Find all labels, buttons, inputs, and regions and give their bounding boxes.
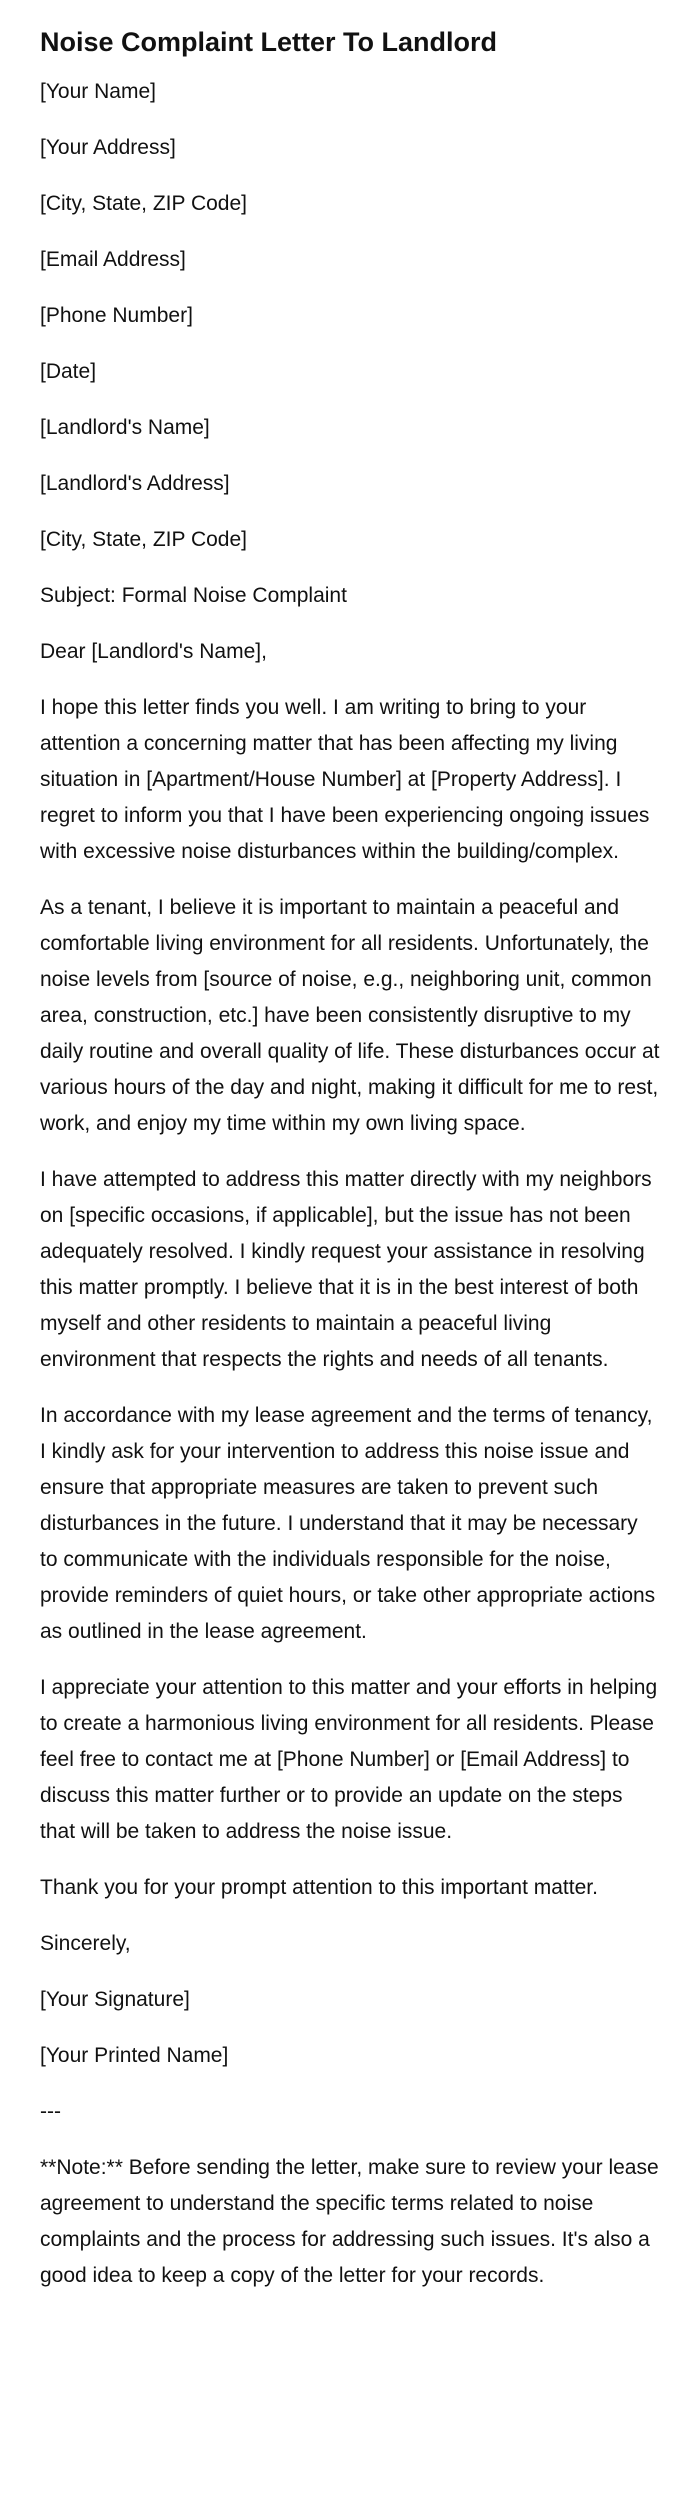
sender-address: [Your Address] (40, 136, 176, 159)
letter-salutation: Dear [Landlord's Name], (40, 640, 267, 663)
body-paragraph: As a tenant, I believe it is important to maintain a peaceful and comfortable living environment for all residents. Unfortunately, the noise levels from [source of noise, e.g., neighboring unit, common area, construction, etc.] have been consistently disruptive to my daily routine and overall quality of life. These disturbances occur at various hours of the day and night, making it difficult for me to rest, work, and enjoy my time within my own living space. (40, 896, 660, 1135)
page-title: Noise Complaint Letter To Landlord (40, 27, 498, 57)
recipient-city-state-zip: [City, State, ZIP Code] (40, 528, 247, 551)
sender-name: [Your Name] (40, 80, 156, 103)
sender-city-state-zip: [City, State, ZIP Code] (40, 192, 247, 215)
recipient-name: [Landlord's Name] (40, 416, 210, 439)
recipient-address: [Landlord's Address] (40, 472, 230, 495)
letter-date: [Date] (40, 360, 97, 383)
sender-email: [Email Address] (40, 248, 186, 271)
body-paragraph: Thank you for your prompt attention to this important matter. (40, 1876, 598, 1899)
body-paragraph: I appreciate your attention to this matter and your efforts in helping to create a harmonious living environment for all residents. Please feel free to contact me at [Phone Number] or [Email Address] to discuss this matter further or to provide an update on the steps that will be taken to address the noise issue. (40, 1676, 658, 1843)
body-paragraph: I have attempted to address this matter directly with my neighbors on [specific occasions, if applicable], but the issue has not been adequately resolved. I kindly request your assistance in resolving this matter promptly. I believe that it is in the best interest of both myself and other residents to maintain a peaceful living environment that respects the rights and needs of all tenants. (40, 1168, 652, 1371)
printed-name-line: [Your Printed Name] (40, 2044, 229, 2067)
signature-line: [Your Signature] (40, 1988, 190, 2011)
note-paragraph: **Note:** Before sending the letter, make sure to review your lease agreement to understand the specific terms related to noise complaints and the process for addressing such issues. It's also a good idea to keep a copy of the letter for your records. (40, 2156, 659, 2287)
letter-closing: Sincerely, (40, 1932, 131, 1955)
sender-phone: [Phone Number] (40, 304, 193, 327)
letter-subject: Subject: Formal Noise Complaint (40, 584, 347, 607)
separator: --- (40, 2100, 61, 2123)
body-paragraph: In accordance with my lease agreement and the terms of tenancy, I kindly ask for your intervention to address this noise issue and ensure that appropriate measures are taken to prevent such disturbances in the future. I understand that it may be necessary to communicate with the individuals responsible for the noise, provide reminders of quiet hours, or take other appropriate actions as outlined in the lease agreement. (40, 1404, 656, 1643)
body-paragraph: I hope this letter finds you well. I am writing to bring to your attention a concerning matter that has been affecting my living situation in [Apartment/House Number] at [Property Address]. I regret to inform you that I have been experiencing ongoing issues with excessive noise disturbances within the building/complex. (40, 696, 650, 863)
